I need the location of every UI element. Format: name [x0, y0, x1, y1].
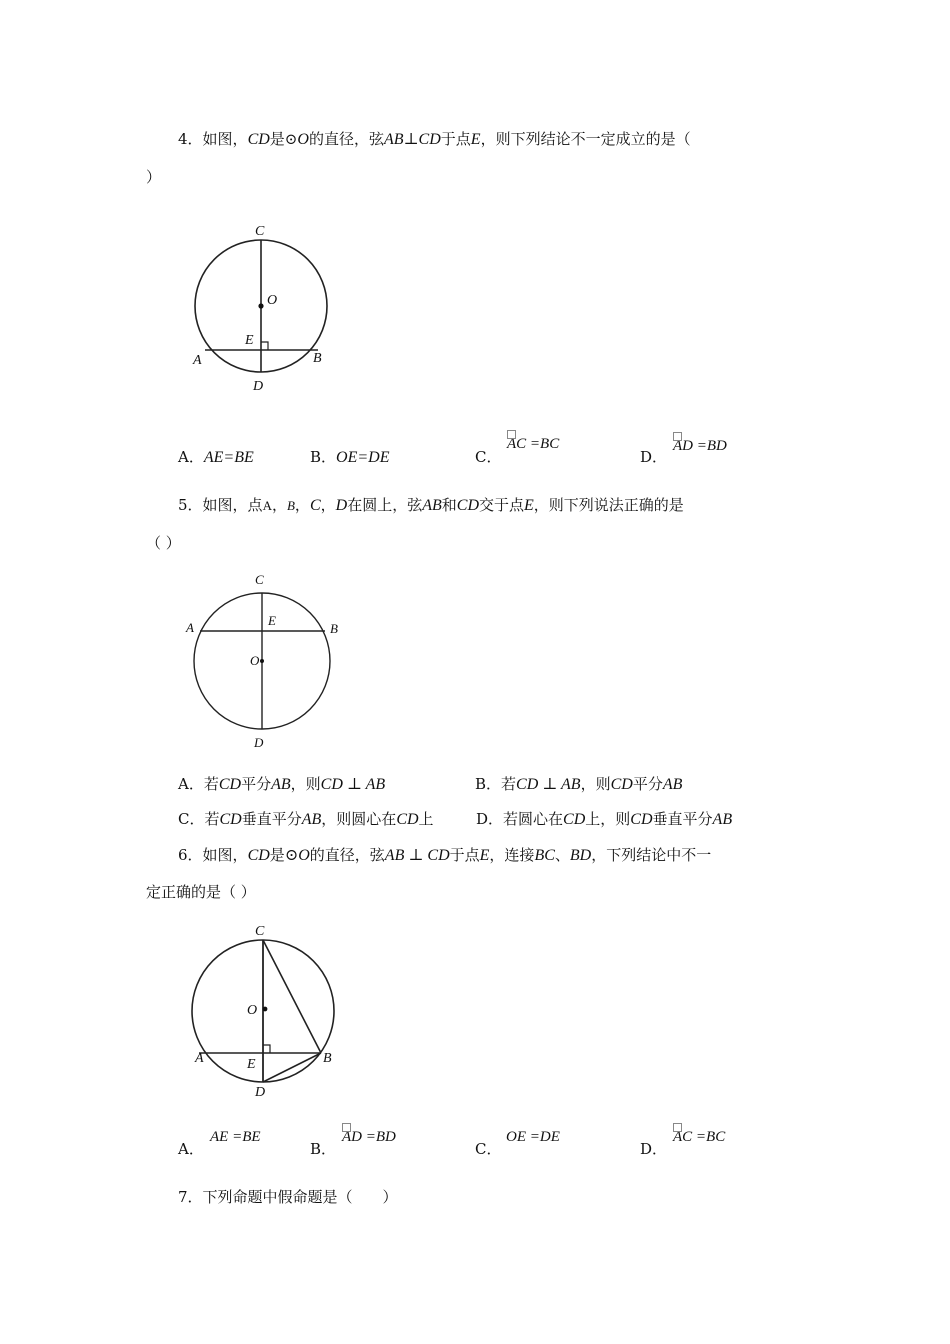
q6-option-d[interactable]: D．: [640, 1140, 668, 1158]
q5-label-a: A: [186, 620, 194, 635]
q5-label-d: D: [254, 735, 264, 750]
q5-label-c: C: [255, 572, 264, 587]
q4-option-c-expr: AC =BC: [507, 436, 560, 452]
q5-line1: 5．如图，点A，B，C，D在圆上，弦AB和CD交于点E，则下列说法正确的是: [178, 496, 684, 514]
q6-label-e: E: [247, 1057, 256, 1072]
q5-label-b: B: [330, 621, 338, 636]
q6-option-a[interactable]: A．: [178, 1140, 204, 1158]
q4-option-a[interactable]: A．AE=BE: [178, 448, 254, 466]
q7-line1: 7．下列命题中假命题是（ ）: [178, 1188, 398, 1206]
q5-option-b[interactable]: B．若CD ⊥ AB，则CD平分AB: [475, 775, 683, 793]
q4-figure: [185, 218, 345, 398]
q6-option-b[interactable]: B．: [310, 1140, 337, 1158]
q6-figure: [185, 920, 350, 1100]
q5-label-o: O: [250, 653, 260, 668]
q5-figure: [180, 570, 350, 752]
q6-label-a: A: [195, 1051, 204, 1066]
q6-option-a-expr: AE =BE: [210, 1129, 261, 1145]
q6-line2: 定正确的是（ ）: [146, 883, 256, 901]
q4-label-c: C: [255, 224, 265, 239]
q4-close-paren: ）: [146, 168, 162, 186]
q4-label-b: B: [313, 351, 322, 366]
q4-option-b[interactable]: B．OE=DE: [310, 448, 390, 466]
q4-label-d: D: [253, 379, 264, 394]
q7-number: 7．: [178, 1188, 203, 1206]
q4-line1: 4．如图，CD是⊙O的直径，弦AB⊥CD于点E，则下列结论不一定成立的是（: [178, 130, 691, 148]
q5-label-e: E: [268, 613, 276, 628]
q4-number: 4．: [178, 130, 203, 148]
q4-option-d-expr: AD =BD: [673, 438, 727, 454]
q5-option-c[interactable]: C．若CD垂直平分AB，则圆心在CD上: [178, 810, 434, 828]
q6-option-c-expr: OE =DE: [506, 1129, 560, 1145]
q6-option-b-expr: AD =BD: [342, 1129, 396, 1145]
q5-number: 5．: [178, 496, 203, 514]
q4-label-e: E: [245, 333, 254, 348]
q6-line1: 6．如图，CD是⊙O的直径，弦AB ⊥ CD于点E，连接BC、BD，下列结论中不一: [178, 846, 712, 864]
q5-option-a[interactable]: A．若CD平分AB，则CD ⊥ AB: [178, 775, 386, 793]
q5-option-d[interactable]: D．若圆心在CD上，则CD垂直平分AB: [476, 810, 733, 828]
q4-label-o: O: [267, 293, 278, 308]
q4-option-c[interactable]: C．: [475, 448, 502, 466]
q6-label-b: B: [323, 1051, 332, 1066]
q4-option-d[interactable]: D．: [640, 448, 668, 466]
q5-close-paren: （ ）: [146, 534, 181, 552]
q6-label-c: C: [255, 924, 265, 939]
q6-number: 6．: [178, 846, 203, 864]
q6-label-d: D: [255, 1085, 266, 1100]
q6-option-d-expr: AC =BC: [673, 1129, 726, 1145]
q6-option-c[interactable]: C．: [475, 1140, 502, 1158]
q6-label-o: O: [247, 1003, 258, 1018]
q4-label-a: A: [193, 353, 202, 368]
